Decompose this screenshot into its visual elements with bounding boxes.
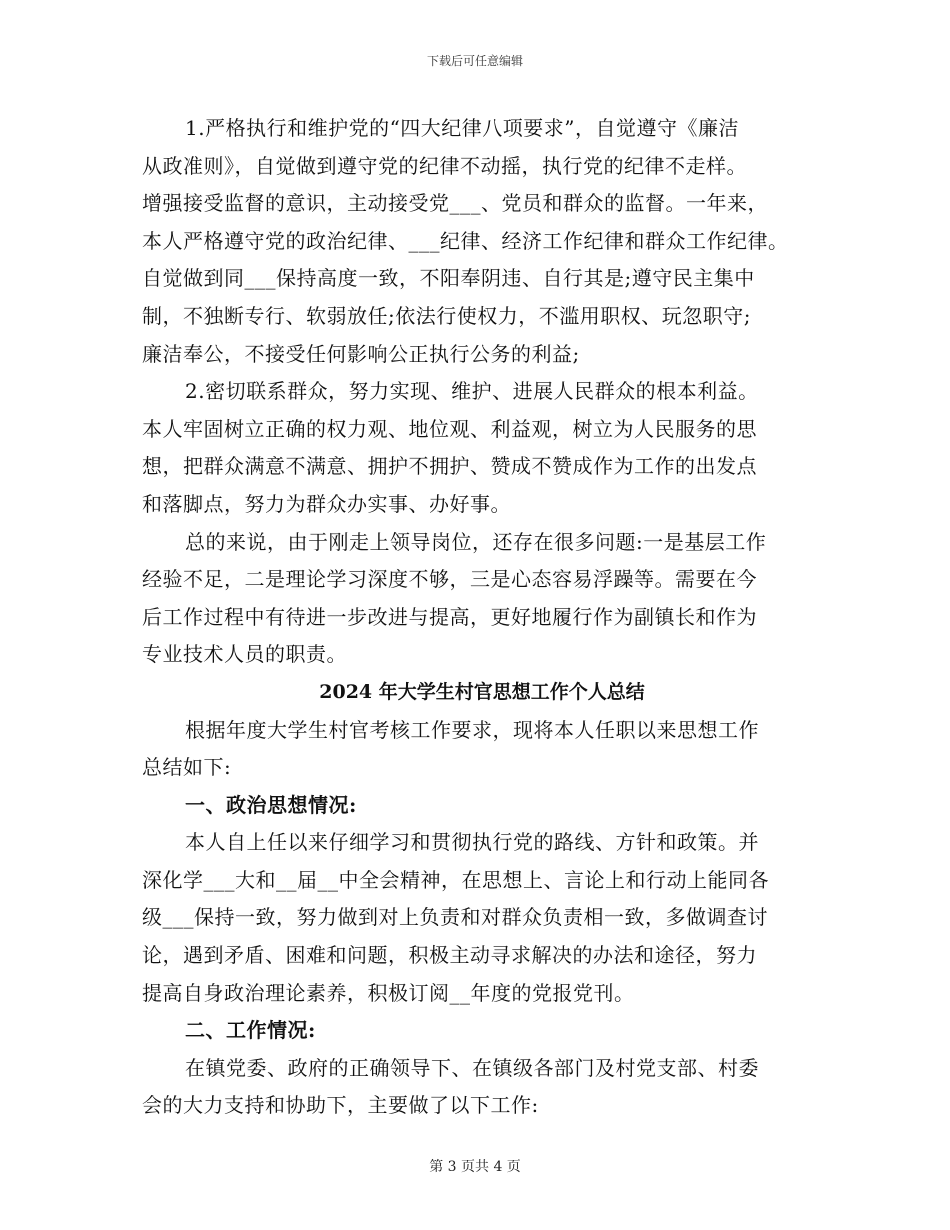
- page-header: 下载后可任意编辑: [426, 54, 523, 68]
- paragraph-line: 在镇党委、政府的正确领导下、在镇级各部门及村党支部、村委: [185, 1055, 759, 1080]
- paragraph-line: 2.密切联系群众，努力实现、维护、进展人民群众的根本利益。: [185, 379, 759, 404]
- paragraph-line: 会的大力支持和协助下，主要做了以下工作:: [142, 1093, 539, 1118]
- paragraph-line: 制，不独断专行、软弱放任;依法行使权力，不滥用职权、玩忽职守;: [142, 303, 751, 328]
- paragraph-line: 级___保持一致，努力做到对上负责和对群众负责相一致，多做调查讨: [142, 905, 768, 930]
- page-footer: 第 3 页共 4 页: [429, 1159, 521, 1175]
- paragraph-line: 1.严格执行和维护党的“四大纪律八项要求”，自觉遵守《廉洁: [185, 116, 740, 140]
- section-title: 2024 年大学生村官思想工作个人总结: [319, 680, 645, 703]
- paragraph-line: 总的来说，由于刚走上领导岗位，还存在很多问题:一是基层工作: [185, 529, 767, 554]
- paragraph-line: 论，遇到矛盾、困难和问题，积极主动寻求解决的办法和途径，努力: [142, 943, 757, 968]
- paragraph-line: 本人严格遵守党的政治纪律、___纪律、经济工作纪律和群众工作纪律。: [142, 228, 789, 253]
- section-heading: 二、工作情况:: [185, 1018, 316, 1043]
- paragraph-line: 总结如下:: [142, 755, 232, 780]
- paragraph-line: 深化学___大和__届__中全会精神，在思想上、言论上和行动上能同各: [142, 867, 769, 892]
- paragraph-line: 本人牢固树立正确的权力观、地位观、利益观，树立为人民服务的思: [142, 416, 757, 441]
- paragraph-line: 提高自身政治理论素养，积极订阅__年度的党报党刊。: [142, 980, 635, 1005]
- paragraph-line: 后工作过程中有待进一步改进与提高，更好地履行作为副镇长和作为: [142, 604, 757, 629]
- paragraph-line: 想，把群众满意不满意、拥护不拥护、赞成不赞成作为工作的出发点: [142, 454, 757, 479]
- paragraph-line: 增强接受监督的意识，主动接受党___、党员和群众的监督。一年来，: [142, 191, 768, 216]
- paragraph-line: 经验不足，二是理论学习深度不够，三是心态容易浮躁等。需要在今: [142, 567, 757, 592]
- paragraph-line: 根据年度大学生村官考核工作要求，现将本人任职以来思想工作: [185, 717, 759, 742]
- paragraph-line: 自觉做到同___保持高度一致，不阳奉阴违、自行其是;遵守民主集中: [142, 266, 755, 291]
- section-heading: 一、政治思想情况:: [185, 792, 357, 817]
- paragraph-line: 专业技术人员的职责。: [142, 642, 347, 667]
- paragraph-line: 从政准则》，自觉做到遵守党的纪律不动摇，执行党的纪律不走样。: [142, 153, 747, 178]
- document-body: [142, 110, 822, 1125]
- paragraph-line: 本人自上任以来仔细学习和贯彻执行党的路线、方针和政策。并: [185, 830, 759, 855]
- paragraph-line: 廉洁奉公，不接受任何影响公正执行公务的利益;: [142, 341, 580, 366]
- paragraph-line: 和落脚点，努力为群众办实事、办好事。: [142, 491, 511, 516]
